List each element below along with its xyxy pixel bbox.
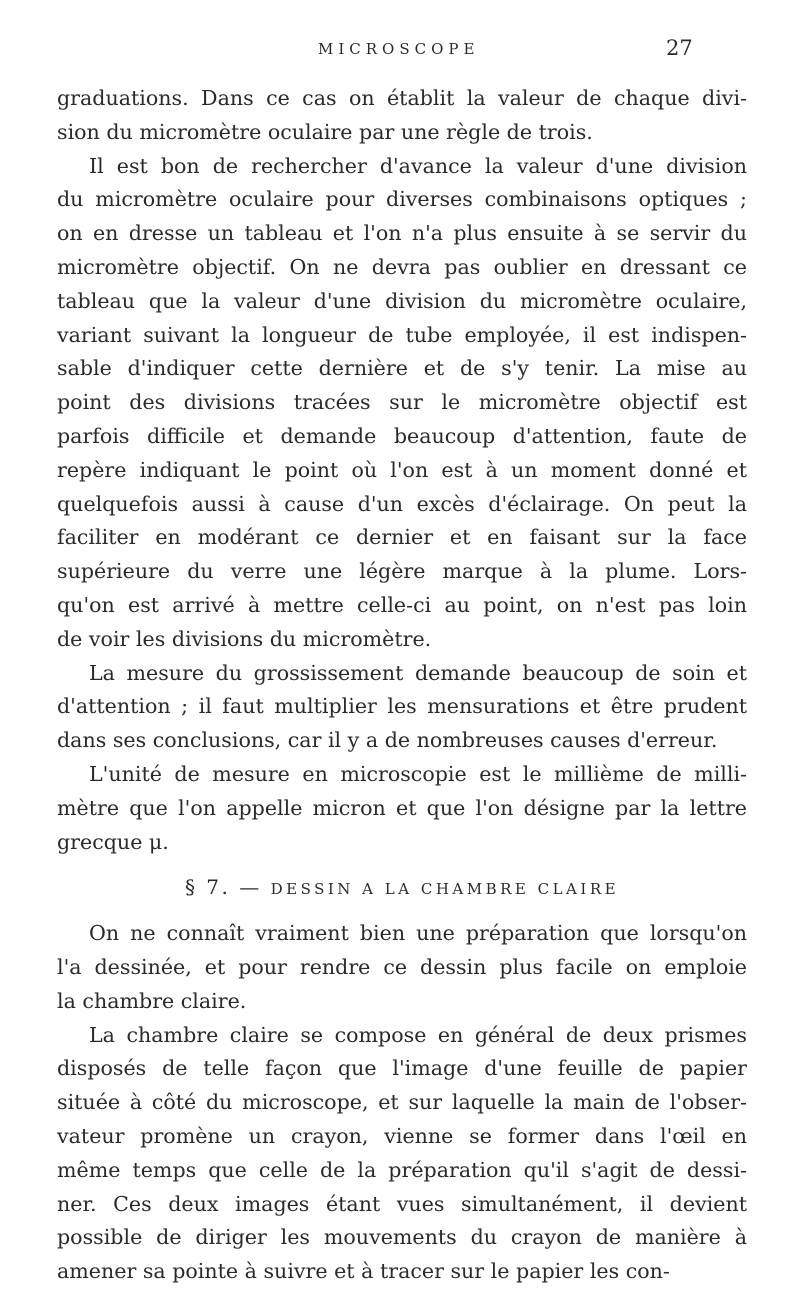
text-line: faciliter en modérant ce dernier et en faisant sur la face	[57, 525, 747, 550]
text-line: tableau que la valeur d'une division du micromètre oculaire,	[57, 288, 747, 313]
text-line: possible de diriger les mouvements du crayon de manière à	[57, 1225, 747, 1250]
text-line: grecque μ.	[57, 829, 169, 854]
running-head	[0, 36, 801, 70]
text-line: on en dresse un tableau et l'on n'a plus ensuite à se servir du	[57, 221, 747, 246]
text-line: La mesure du grossissement demande beaucoup de soin et	[89, 660, 747, 685]
text-line: l'a dessinée, et pour rendre ce dessin plus facile on emploie	[57, 954, 747, 979]
text-line: Il est bon de rechercher d'avance la valeur d'une division	[89, 153, 747, 178]
text-line: qu'on est arrivé à mettre celle-ci au point, on n'est pas loin	[57, 592, 747, 617]
text-line: de voir les divisions du micromètre.	[57, 626, 432, 651]
text-line: vateur promène un crayon, vienne se former dans l'œil en	[57, 1123, 747, 1148]
text-line: La chambre claire se compose en général de deux prismes	[89, 1022, 747, 1047]
text-line: point des divisions tracées sur le micromètre objectif est	[57, 390, 747, 415]
text-line: micromètre objectif. On ne devra pas oublier en dressant ce	[57, 254, 747, 279]
text-line: la chambre claire.	[57, 988, 247, 1013]
page-number: 27	[666, 36, 693, 60]
text-line: quelquefois aussi à cause d'un excès d'éclairage. On peut la	[57, 491, 747, 516]
text-line: d'attention ; il faut multiplier les mensurations et être prudent	[57, 694, 747, 719]
body-text	[57, 82, 747, 1289]
text-line: située à côté du microscope, et sur laquelle la main de l'obser-	[57, 1090, 747, 1115]
text-line: variant suivant la longueur de tube employée, il est indispen-	[57, 322, 747, 347]
text-after-section	[57, 917, 747, 1289]
text-line: sable d'indiquer cette dernière et de s'y tenir. La mise au	[57, 356, 747, 381]
running-title: MICROSCOPE	[318, 40, 480, 58]
text-line: dans ses conclusions, car il y a de nombreuses causes d'erreur.	[57, 728, 718, 753]
section-heading	[57, 871, 747, 905]
section-number: § 7. —	[184, 875, 262, 900]
text-line: repère indiquant le point où l'on est à un moment donné et	[57, 457, 747, 482]
text-line: parfois difficile et demande beaucoup d'attention, faute de	[57, 423, 747, 448]
text-line: supérieure du verre une légère marque à la plume. Lors-	[57, 559, 747, 584]
section-title: DESSIN A LA CHAMBRE CLAIRE	[270, 880, 620, 899]
text-line: L'unité de mesure en microscopie est le millième de milli-	[89, 761, 747, 786]
text-line: amener sa pointe à suivre et à tracer sur le papier les con-	[57, 1259, 670, 1284]
text-line: mètre que l'on appelle micron et que l'on désigne par la lettre	[57, 795, 747, 820]
text-before-section	[57, 82, 747, 859]
text-line: du micromètre oculaire pour diverses combinaisons optiques ;	[57, 187, 747, 212]
text-line: même temps que celle de la préparation qu'il s'agit de dessi-	[57, 1157, 747, 1182]
text-line: sion du micromètre oculaire par une règle de trois.	[57, 119, 593, 144]
text-line: disposés de telle façon que l'image d'une feuille de papier	[57, 1056, 747, 1081]
text-line: graduations. Dans ce cas on établit la valeur de chaque divi-	[57, 86, 747, 110]
text-line: On ne connaît vraiment bien une préparation que lorsqu'on	[89, 921, 747, 946]
text-line: ner. Ces deux images étant vues simultanément, il devient	[57, 1191, 747, 1216]
